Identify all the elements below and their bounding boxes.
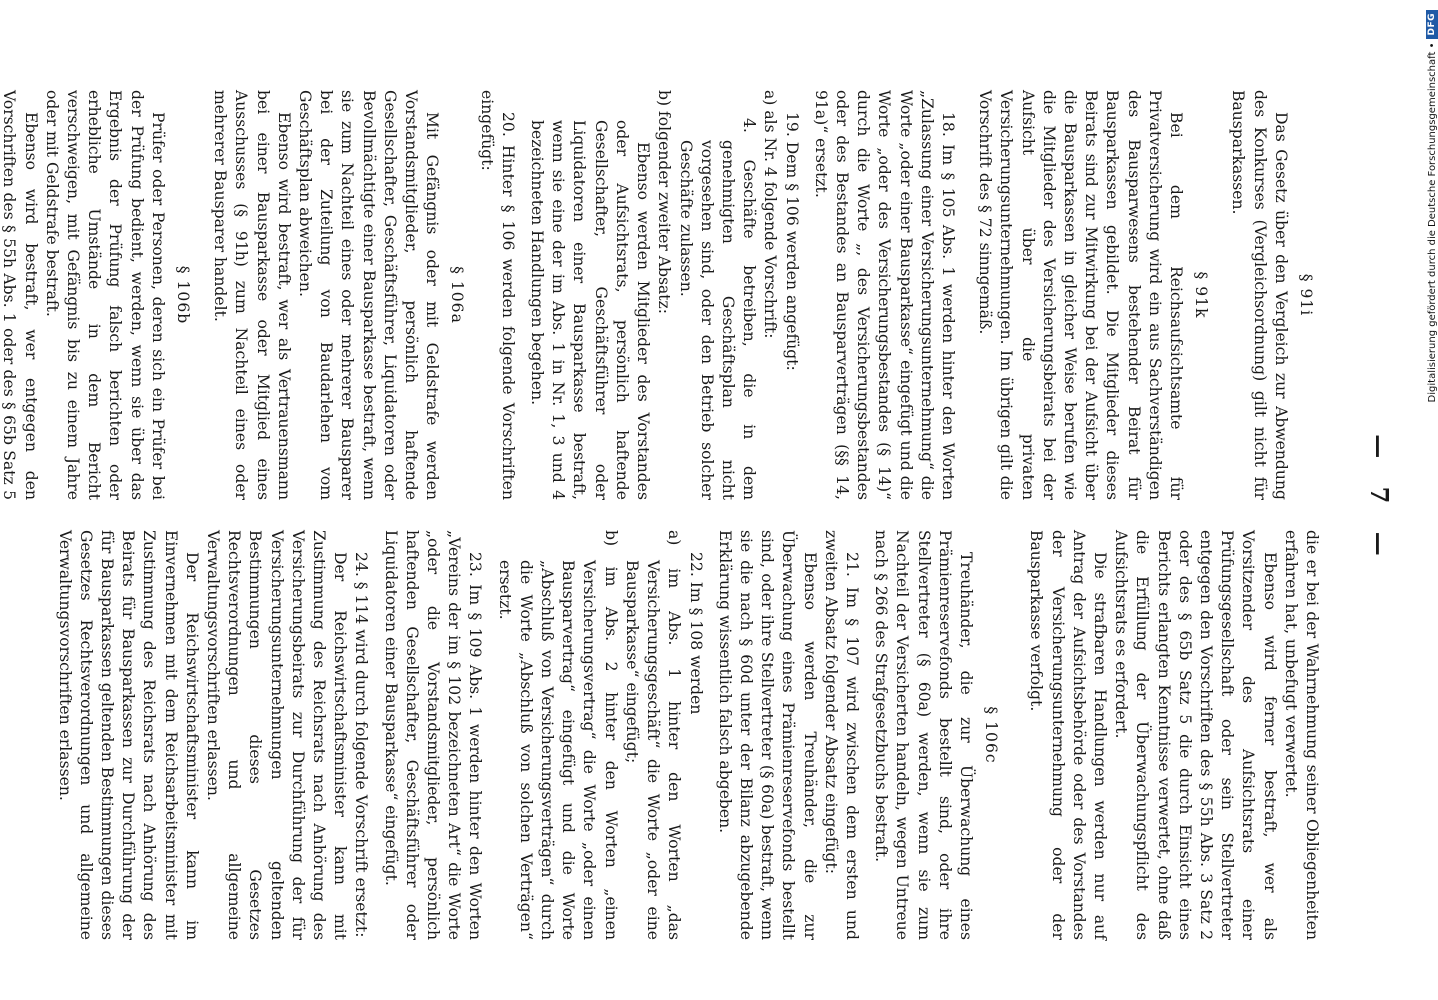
section-heading-106a: § 106a	[448, 266, 467, 324]
paragraph-106b-cont: die er bei der Wahrnehmung seiner Obliegenheiten erfahren hat, unbefugt verwertet.	[1281, 530, 1321, 940]
paragraph-106b-4: Die strafbaren Handlungen werden nur auf Antrag der Aufsichtsbehörde oder des Vorstandes der Versicherungsunternehmung oder der Bausparkasse verfolgt.	[1027, 530, 1109, 940]
paragraph-23: 23. Im § 109 Abs. 1 werden hinter den Worten „Vereins der im § 102 bezeichneten Art“ die Worte „oder die Vorstandsmitglieder, persönlich haftenden Gesellschafter, Geschäftsführer oder Liquidatoren einer Bausparkasse“ eingefügt.	[381, 530, 485, 940]
page-number: — 7 —	[1365, 434, 1394, 566]
paragraph-22a: a) im Abs. 1 hinter den Worten „das Versicherungsgeschäft“ die Worte „oder eine Bausparkasse“ eingefügt;	[622, 530, 684, 940]
paragraph-106b-2: Ebenso wird bestraft, wer entgegen den Vorschriften des § 55h Abs. 1 oder des § 65b Satz 5	[0, 90, 40, 500]
paragraph-24-text-1: Der Reichswirtschaftsminister kann mit Zustimmung des Reichsrats nach Anhörung des Versicherungsbeirats zur Durchführung der für Versicherungsunternehmungen geltenden Bestimmungen dieses Gesetzes Rechtsverordnungen und allgemeine Verwaltungsvorschriften erlassen.	[204, 530, 350, 940]
paragraph-22: 22. Im § 108 werden	[686, 552, 705, 715]
right-column	[53, 530, 1322, 940]
digitization-note: Digitalisierung gefördert durch die Deutsche Forschungsgemeinschaft •	[1426, 42, 1438, 403]
paragraph-18: 18. Im § 105 Abs. 1 werden hinter den Worten „Zulassung einer Versicherungsunternehmung“ die Worte „oder einer Bausparkasse“ eingefügt und die Worte „oder des Versicherungsbestandes (§ 14)“ durch die Worte „, des Versicherungsbestandes oder des Bestandes an Bausparverträgen (§§ 14, 91a)“ ersetzt.	[811, 90, 957, 500]
dfg-logo: DFG	[1426, 10, 1438, 39]
paragraph-106b-3: Ebenso wird ferner bestraft, wer als Vorsitzender des Aufsichtsrats einer Prüfungsgesellschaft oder sein Stellvertreter entgegen den Vorschriften des § 55h Abs. 3 Satz 2 oder des § 65b Satz 5 die durch Einsicht eines Berichts erlangten Kenntnisse verwertet, ohne daß die Erfüllung der Überwachungspflicht des Aufsichtsrats es erfordert.	[1112, 530, 1279, 940]
section-heading-91i: § 91i	[1297, 273, 1315, 317]
digitization-footer	[1408, 0, 1438, 1000]
paragraph-20: 20. Hinter § 106 werden folgende Vorschriften eingefügt:	[477, 90, 517, 500]
paragraph-19: 19. Dem § 106 werden angefügt:	[782, 112, 801, 371]
paragraph-21: 21. Im § 107 wird zwischen dem ersten und zweiten Absatz folgender Absatz eingefügt:	[821, 530, 861, 940]
paragraph-19a-4: 4. Geschäfte betreiben, die in dem genehmigten Geschäftsplan nicht vorgesehen sind, oder den Betrieb solcher Geschäfte zulassen.	[676, 118, 759, 500]
section-heading-91k: § 91k	[1192, 271, 1211, 319]
paragraph-19b-text: Ebenso werden Mitglieder des Vorstandes oder Aufsichtsrats, persönlich haftende Gesellschafter, Geschäftsführer oder Liquidatoren einer Bausparkasse bestraft, wenn sie eine der im Abs. 1 in Nr. 1, 3 und 4 bezeichneten Handlungen begehen.	[528, 120, 653, 500]
section-heading-106b: § 106b	[174, 265, 193, 325]
paragraph-22b: b) im Abs. 2 hinter den Worten „einen Versicherungsvertrag“ die Worte „oder einen Bausparvertrag“ eingefügt und die Worte „Abschluß von Versicherungsverträgen“ durch die Worte „Abschluß von solchen Verträgen“ ersetzt.	[495, 530, 620, 940]
paragraph-91i: Das Gesetz über den Vergleich zur Abwendung des Konkurses (Vergleichsordnung) gilt nicht für Bausparkassen.	[1229, 90, 1290, 500]
paragraph-91k: Bei dem Reichsaufsichtsamte für Privatversicherung wird ein aus Sachverständigen des Bausparwesens bestehender Beirat für Bausparkassen gebildet. Die Mitglieder dieses Beirats sind zur Mitwirkung bei der Aufsicht über die Bausparkassen in gleicher Weise berufen wie die Mitglieder des Versicherungsbeirats bei der Aufsicht über die privaten Versicherungsunternehmungen. Im übrigen gilt die Vorschrift des § 72 sinngemäß.	[976, 90, 1185, 500]
paragraph-24-text-2: Der Reichswirtschaftsminister kann im Einvernehmen mit dem Reichsarbeitsminister mit Zustimmung des Reichsrats nach Anhörung des Beirats für Bausparkassen zur Durchführung der für Bausparkassen geltenden Bestimmungen dieses Gesetzes Rechtsverordnungen und allgemeine Verwaltungsvorschriften erlassen.	[55, 530, 201, 940]
paragraph-106a-1: Mit Gefängnis oder mit Geldstrafe werden Vorstandsmitglieder, persönlich haftende Gesellschafter, Geschäftsführer, Liquidatoren oder Bevollmächtigte einer Bausparkasse bestraft, wenn sie zum Nachteil eines oder mehrerer Bausparer bei der Zuteilung von Baudarlehen vom Geschäftsplan abweichen.	[296, 90, 442, 500]
paragraph-21-text: Ebenso werden Treuhänder, die zur Überwachung eines Prämienreservefonds bestellt sind, oder ihre Stellvertreter (§ 60a) bestraft, wenn sie die nach § 60d unter der Bilanz abzugebende Erklärung wissentlich falsch abgeben.	[715, 530, 819, 940]
paragraph-24: 24. § 114 wird durch folgende Vorschrift ersetzt:	[352, 552, 371, 938]
left-column	[0, 90, 1324, 500]
paragraph-106b-1: Prüfer oder Personen, deren sich ein Prüfer bei der Prüfung bedient, werden, wenn sie über das Ergebnis der Prüfung falsch berichten oder erhebliche Umstände in dem Bericht verschweigen, mit Gefängnis bis zu einem Jahre oder mit Geldstrafe bestraft.	[42, 90, 167, 500]
paragraph-19b: b) folgender zweiter Absatz:	[655, 90, 674, 315]
section-heading-106c: § 106c	[982, 706, 1001, 764]
paragraph-19a: a) als Nr. 4 folgende Vorschrift:	[761, 90, 780, 339]
paragraph-106a-2: Ebenso wird bestraft, wer als Vertrauensmann bei einer Bausparkasse oder Mitglied eines Ausschusses (§ 91h) zum Nachteil eines oder mehrerer Bausparer handelt.	[211, 90, 293, 500]
paragraph-106c: Treuhänder, die zur Überwachung eines Prämienreservefonds bestellt sind, oder ihre Stellvertreter (§ 60a) werden, wenn sie zum Nachteil der Versicherten handeln, wegen Untreue nach § 266 des Strafgesetzbuchs bestraft.	[872, 530, 975, 940]
